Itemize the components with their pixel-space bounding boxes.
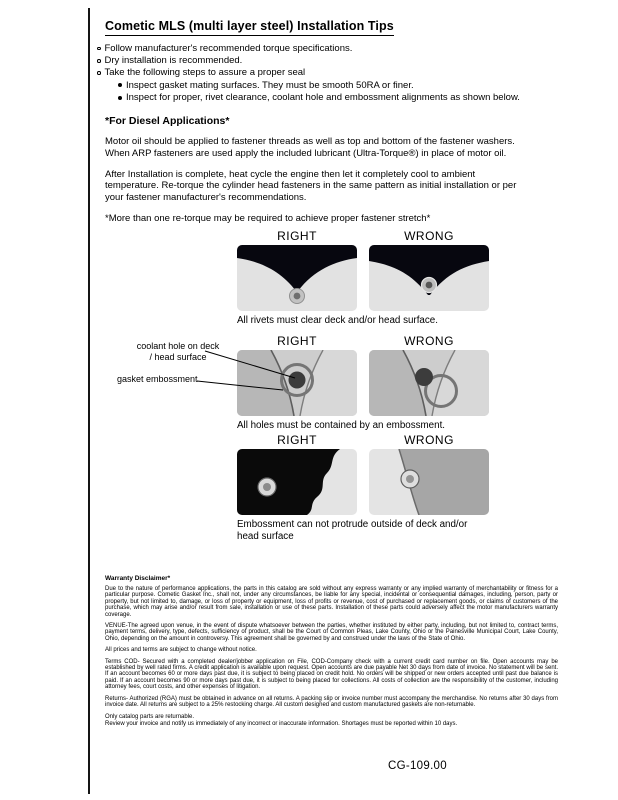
- embossment-caption: All holes must be contained by an embossment.: [237, 420, 446, 431]
- tip-text: Follow manufacturer's recommended torque specifications.: [104, 43, 353, 54]
- diagram-panels: [237, 449, 489, 515]
- embossment-protrusion-row: [237, 433, 489, 542]
- rivet-overlap-wrong-diagram: [369, 245, 489, 311]
- wrong-column-header: WRONG: [404, 229, 454, 243]
- warranty-paragraph: Returns- Authorized (RGA) must be obtained in advance on all returns. A packing slip or invoice number must accompany the merchandise. No returns after 30 days from invoice date. All returns are subject to a 25% restocking charge. All custom designed and custom manufactured gaskets are non-returnable.: [105, 695, 558, 709]
- warranty-paragraph: Review your invoice and notify us immediately of any incorrect or inaccurate information. Shortages must be reported within 10 days.: [105, 720, 458, 727]
- rivet-clear-right-diagram: [237, 245, 357, 311]
- diesel-applications-section: [105, 115, 519, 234]
- tip-text: Take the following steps to assure a proper seal: [104, 67, 306, 79]
- hollow-bullet-icon: [97, 59, 101, 63]
- page-number: CG-109.00: [388, 760, 447, 772]
- coolant-hole-annotation: coolant hole on deck / head surface: [136, 341, 220, 362]
- right-column-header: RIGHT: [277, 334, 317, 348]
- diesel-heading: *For Diesel Applications*: [105, 115, 230, 127]
- warranty-paragraph: Due to the nature of performance applications, the parts in this catalog are sold without any express warranty or any implied warranty of merchantability or fitness for a particular purpose. Cometic Gasket Inc., shall not, under any circumstances, be liable for any special, incidental or consequential damages, including, person, party or property, but not limited to, damage, or loss of property or equipment, loss of profits or revenue, cost of purchased or replacement goods, or claims of customers of the purchase, which may arise and/or result from sale, installation or use of these parts. Installation of these parts could adversely affect the motor manufacturers warranty coverage.: [105, 586, 558, 618]
- column-headers: [237, 433, 489, 447]
- annotation-leader-lines-icon: [195, 342, 305, 397]
- hollow-bullet-icon: [97, 71, 101, 75]
- right-column-header: RIGHT: [277, 433, 317, 447]
- list-item: [97, 67, 579, 79]
- left-border-rule: [88, 8, 90, 794]
- warranty-paragraph: VENUE-The agreed upon venue, in the event of dispute whatsoever between the parties, whether instituted by either party, including, but not limited to, contract terms, payment terms, delivery, type, defects, sufficiency of product, shall be the Court of Common Pleas, Lake County, Ohio or the Painesville Municipal Court, Lake County, Ohio, depending on the amount in controversy. This agreement shall be governed by and construed under the laws of the State of Ohio.: [105, 623, 558, 642]
- diesel-paragraph: Motor oil should be applied to fastener threads as well as top and bottom of the fastener washers. When ARP fasteners are used apply the included lubricant (Ultra-Torque®) in place of motor oil.: [105, 136, 515, 159]
- warranty-paragraph: All prices and terms are subject to change without notice.: [105, 647, 257, 654]
- wrong-column-header: WRONG: [404, 334, 454, 348]
- warranty-heading: Warranty Disclaimer*: [105, 575, 171, 582]
- column-headers: [237, 229, 489, 243]
- warranty-paragraph: Terms COD- Secured with a completed dealer/jobber application on File, COD-Company check with a current credit card number on file. Open accounts may be established by well rated firms. A credit application is available upon request. Open accounts are due payable Net 30 days from date of invoice. No statement will be sent. If an account becomes 60 or more days past due, it is subject to being placed on credit hold. No orders will be shipped or new orders accepted until past due balance is paid. If an account becomes 90 or more days past due, it is subject to being placed for collections. All costs of collection are the responsibility of the customer, including attorney fees, court costs, and other expenses of litigation.: [105, 658, 558, 691]
- rivet-clearance-row: [237, 229, 489, 327]
- embossment-inside-right-diagram: [237, 449, 357, 515]
- gasket-embossment-annotation: gasket embossment: [117, 374, 198, 384]
- right-column-header: RIGHT: [277, 229, 317, 243]
- warranty-paragraph: Only catalog parts are returnable.: [105, 713, 195, 720]
- filled-bullet-icon: [118, 96, 122, 100]
- filled-bullet-icon: [118, 83, 122, 87]
- tip-text: Inspect gasket mating surfaces. They must be smooth 50RA or finer.: [126, 79, 414, 91]
- hole-uncontained-wrong-diagram: [369, 350, 489, 416]
- rivet-caption: All rivets must clear deck and/or head surface.: [237, 315, 438, 326]
- diesel-paragraph: After Installation is complete, heat cycle the engine then let it completely cool to ambient temperature. Re-torque the cylinder head fasteners in the same pattern as initial installation or per your fastener manufacturer's recommendations.: [105, 168, 517, 204]
- tip-text: Dry installation is recommended.: [104, 55, 243, 67]
- list-item: [97, 80, 579, 92]
- installation-tips-list: [97, 43, 579, 104]
- retorque-note: *More than one re-torque may be required to achieve proper fastener stretch*: [105, 212, 431, 224]
- tip-text: Inspect for proper, rivet clearance, coolant hole and embossment alignments as shown below.: [126, 91, 520, 103]
- list-item: [97, 43, 579, 55]
- embossment-protruding-wrong-diagram: [369, 449, 489, 515]
- list-item: [97, 55, 579, 67]
- diagram-panels: [237, 245, 489, 311]
- warranty-disclaimer-section: [105, 575, 558, 732]
- wrong-column-header: WRONG: [404, 433, 454, 447]
- hollow-bullet-icon: [97, 47, 101, 51]
- list-item: [97, 92, 579, 104]
- page-title: Cometic MLS (multi layer steel) Installation Tips: [105, 19, 394, 36]
- protrusion-caption: Embossment can not protrude outside of deck and/or head surface: [237, 519, 468, 542]
